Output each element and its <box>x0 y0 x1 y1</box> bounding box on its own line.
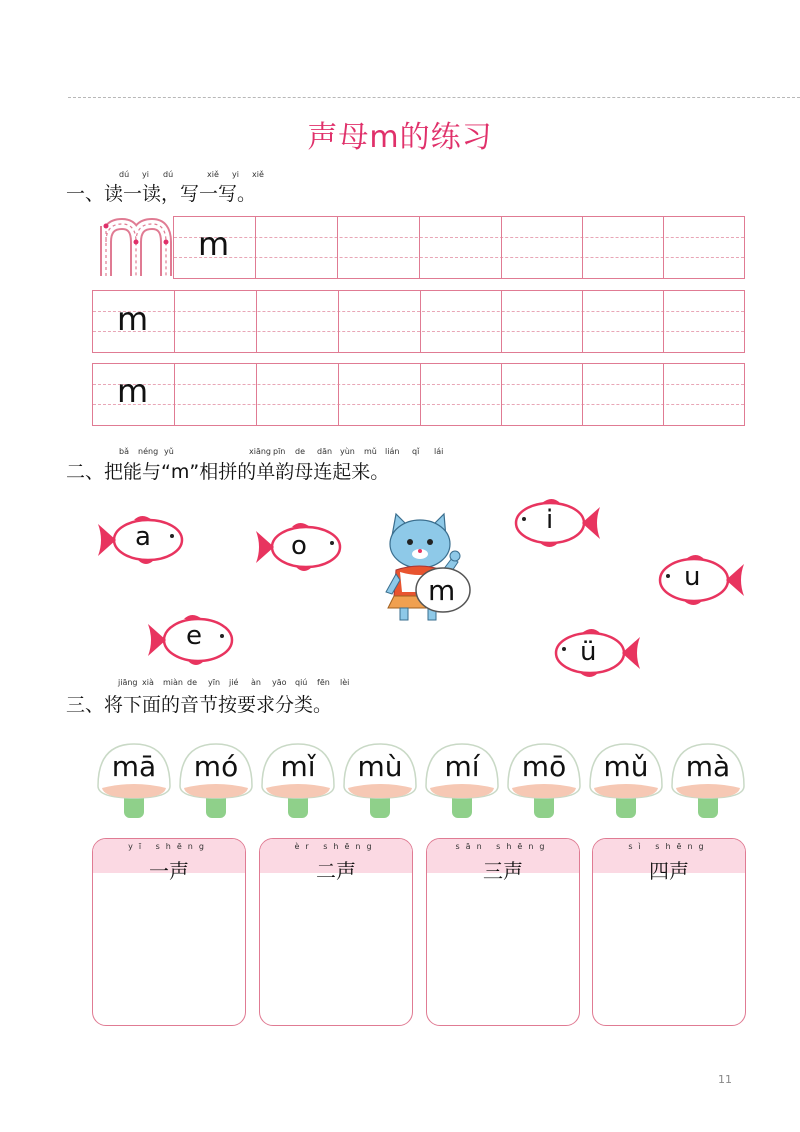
grid-letter: m <box>117 300 149 338</box>
section-number: 二、 <box>66 461 105 483</box>
pinyin: yùn <box>340 447 355 456</box>
pinyin: yǔ <box>164 447 174 456</box>
tone-box-1 <box>92 838 246 1026</box>
section-heading-1 <box>66 179 256 206</box>
grid-letter: m <box>117 372 149 410</box>
box-label: 二声 <box>316 859 356 883</box>
pinyin: de <box>295 447 305 456</box>
fish-letter: a <box>135 522 151 552</box>
syllable-text: mí <box>444 750 480 783</box>
pinyin: dú <box>163 170 174 179</box>
pinyin: xiě <box>252 170 264 179</box>
fish-letter: ü <box>580 637 597 667</box>
syllable-text: mù <box>357 750 403 783</box>
pinyin: qiú <box>295 678 308 687</box>
pinyin: jiāng <box>118 678 138 687</box>
section-text: 将下面的音节按要求分类。 <box>104 694 333 716</box>
pinyin: miàn <box>163 678 183 687</box>
syllable-text: mǐ <box>280 750 316 783</box>
fish-letter: o <box>291 531 307 561</box>
pinyin: pīn <box>273 447 286 456</box>
pinyin: yi <box>142 170 149 179</box>
pinyin: bǎ <box>119 447 129 456</box>
fish-u-umlaut <box>552 626 642 680</box>
pinyin: de <box>187 678 197 687</box>
fish-i <box>512 496 602 550</box>
section-number: 三、 <box>66 694 105 716</box>
writing-grid-row-2 <box>92 290 745 353</box>
box-label: 一声 <box>149 859 189 883</box>
fish-letter: e <box>186 621 202 651</box>
pinyin: jié <box>229 678 239 687</box>
syllable-text: mó <box>193 750 239 783</box>
tone-box-4 <box>592 838 746 1026</box>
section-number: 一、 <box>66 183 105 205</box>
section-text: 把能与“m”相拼的单韵母连起来。 <box>104 461 390 483</box>
pinyin: qǐ <box>412 447 420 456</box>
box-pinyin: sì shēng <box>628 842 710 851</box>
pinyin: fēn <box>317 678 330 687</box>
page-title: 声母m的练习 <box>307 120 493 155</box>
pinyin: lèi <box>340 678 350 687</box>
pinyin: lián <box>385 447 400 456</box>
pinyin: dān <box>317 447 333 456</box>
pinyin: yāo <box>272 678 287 687</box>
pinyin: yīn <box>208 678 221 687</box>
pinyin: lái <box>434 447 444 456</box>
syllable-text: mō <box>521 750 567 783</box>
box-label: 四声 <box>649 859 689 883</box>
pinyin: yi <box>232 170 239 179</box>
box-pinyin: yī shēng <box>128 842 210 851</box>
page-number: 11 <box>718 1073 732 1086</box>
pinyin: àn <box>251 678 261 687</box>
top-dashed-divider <box>68 97 800 98</box>
pinyin: dú <box>119 170 130 179</box>
grid-letter: m <box>198 225 230 263</box>
pinyin: xiě <box>207 170 219 179</box>
box-pinyin: sān shēng <box>455 842 551 851</box>
pinyin: xiāng <box>249 447 272 456</box>
fish-u <box>656 552 746 608</box>
section-heading-2 <box>66 457 389 484</box>
fish-letter: u <box>684 562 701 592</box>
pinyin: mǔ <box>364 447 377 456</box>
syllable-text: mǔ <box>603 750 649 783</box>
writing-grid-row-3 <box>92 363 745 426</box>
pinyin: néng <box>138 447 159 456</box>
outlined-letter-m <box>96 216 172 280</box>
fish-letter: i <box>546 505 554 535</box>
box-pinyin: èr shēng <box>294 842 378 851</box>
syllable-text: mà <box>685 750 731 783</box>
tone-box-2 <box>259 838 413 1026</box>
writing-grid-row-1 <box>173 216 745 279</box>
section-text: 读一读，写一写。 <box>104 183 257 205</box>
box-label: 三声 <box>483 859 523 883</box>
center-letter: m <box>428 574 456 607</box>
syllable-text: mā <box>111 750 157 783</box>
section-heading-3 <box>66 690 332 717</box>
tone-box-3 <box>426 838 580 1026</box>
pinyin: xià <box>142 678 154 687</box>
